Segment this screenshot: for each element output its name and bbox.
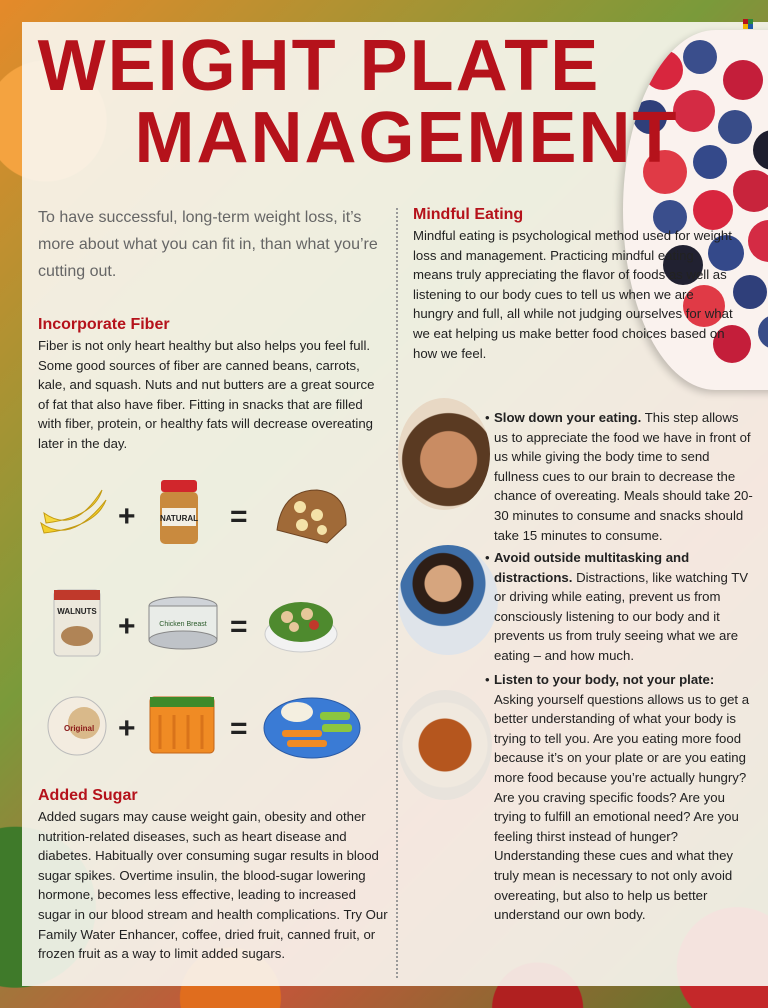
toast-image xyxy=(272,485,352,545)
bullet-3-text: Asking yourself questions allows us to get a better understanding of what your body is trying to tell you. Are you eating more food because it’s on your plate or are you eating more food because you’re actually hungry? Are you craving specific foods? Are you trying to fulfill an emotional need? Are you feeling thirst instead of hunger? Understanding these cues and what they truly mean is necessary to not only avoid overeating, but also to help us better understand our own body. xyxy=(494,691,750,923)
bullet-1-title: Slow down your eating. xyxy=(494,410,642,425)
chicken-salad-image xyxy=(262,592,340,656)
title-line-2: MANAGEMENT xyxy=(134,98,679,178)
woman-eating-photo xyxy=(398,398,490,510)
walnuts-label: WALNUTS xyxy=(57,607,97,616)
spaghetti-plate-photo xyxy=(398,690,492,800)
hummus-label: Original xyxy=(64,724,95,733)
bullet-1-text: This step allows us to appreciate the food we have in front of us while giving the body time to send fullness cues to our brain to decrease the chance of overeating. Meals should take 20-30 minutes to consume and snacks should take 15 minutes to consume. xyxy=(494,410,753,543)
sugar-section xyxy=(38,787,388,964)
bullet-2-title: Avoid outside multitasking and distractions. xyxy=(494,550,690,585)
bananas-image xyxy=(36,485,111,545)
canned-chicken-image xyxy=(146,596,220,652)
veggie-plate-image xyxy=(262,690,362,760)
fiber-body: Fiber is not only heart healthy but also helps you feel full. Some good sources of fiber are canned beans, carrots, kale, and squash. Nuts and nut butters are a great source of fat that also have fiber. Fitting in snacks that are filled with fiber, protein, or healthy fats will decrease overeating later in the day. xyxy=(38,338,375,451)
fiber-heading: Incorporate Fiber xyxy=(38,316,170,333)
baby-carrots-image xyxy=(148,695,216,755)
title-line-1: WEIGHT PLATE xyxy=(37,26,601,106)
hummus-image xyxy=(46,695,108,757)
sugar-heading: Added Sugar xyxy=(38,787,138,804)
equals-sign-3: = xyxy=(230,712,248,745)
page-title xyxy=(0,26,768,178)
plus-sign-2: + xyxy=(118,610,136,643)
walnuts-bag-image xyxy=(52,588,102,658)
plus-sign-3: + xyxy=(118,712,136,745)
equals-sign: = xyxy=(230,500,248,533)
mindful-body: Mindful eating is psychological method used for weight loss and management. Practicing mindful eating means truly appreciating the flavor of foods as well as listening to our body cues to tell us when we are hungry and full, all while not judging ourselves for what we eat helping us make better food choices based on how we feel. xyxy=(413,228,733,361)
peanut-butter-label: NATURAL xyxy=(159,514,199,523)
bullet-avoid-multitasking xyxy=(494,548,754,666)
plus-sign: + xyxy=(118,500,136,533)
fiber-section xyxy=(38,316,388,454)
peanut-butter-jar-image xyxy=(158,480,200,546)
bullet-2-text: Distractions, like watching TV or driving while eating, prevent us from consciously listening to our body and it prevents us from truly seeing what we are eating – and how much. xyxy=(494,569,749,663)
sugar-body: Added sugars may cause weight gain, obesity and other nutrition-related diseases, such as heart disease and diabetes. Habitually over consuming sugar results in blood sugar spikes. Overtime insulin, the blood-sugar lowering hormone, becomes less effective, leading to increased sugar in our blood stream and health complications. Try Our Family Water Enhancer, coffee, dried fruit, canned fruit, or frozen fruit as a way to limit added sugars. xyxy=(38,809,388,962)
woman-with-laptop-photo xyxy=(398,545,498,655)
intro-text: To have successful, long-term weight loss, it’s more about what you can fit in, than what you’re cutting out. xyxy=(38,209,378,280)
logo-icon xyxy=(743,19,753,29)
bullet-slow-down xyxy=(494,408,754,545)
equals-sign-2: = xyxy=(230,610,248,643)
chicken-can-label: Chicken Breast xyxy=(159,621,207,628)
mindful-section xyxy=(413,206,733,363)
bullet-listen-to-body xyxy=(494,670,754,925)
bullet-3-title: Listen to your body, not your plate: xyxy=(494,672,715,687)
mindful-heading: Mindful Eating xyxy=(413,206,524,223)
